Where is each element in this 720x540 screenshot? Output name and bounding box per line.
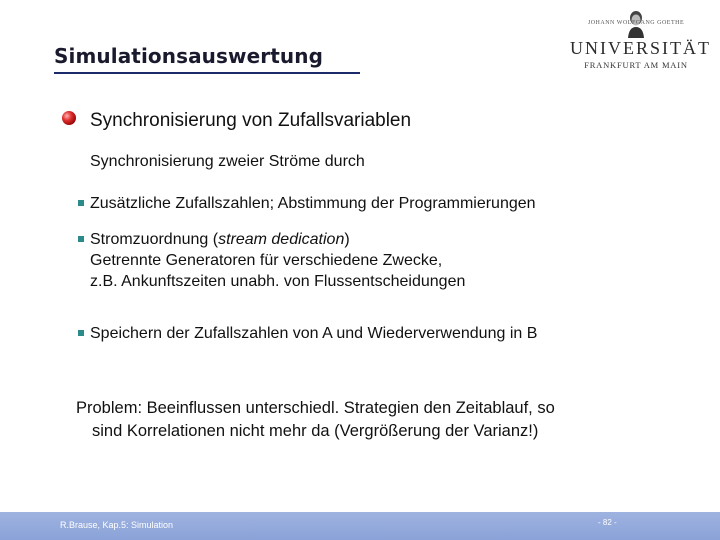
list-item-text: Zusätzliche Zufallszahlen; Abstimmung der Programmierungen [90,195,536,212]
square-bullet-icon [78,200,84,206]
list-item-text: ) [344,231,350,248]
list-item-continuation: Getrennte Generatoren für verschiedene Zwecke, [90,252,443,269]
square-bullet-icon [78,330,84,336]
problem-statement [76,397,555,443]
list-item-text: Speichern der Zufallszahlen von A und Wiederverwendung in B [90,325,538,342]
square-bullet-icon [78,236,84,242]
list-item [78,193,536,214]
title-underline [54,72,360,74]
red-ball-bullet-icon [62,111,76,125]
list-item-emphasis: stream dedication [218,231,345,248]
list-item [78,323,537,344]
list-item [78,229,465,292]
footer-source: R.Brause, Kap.5: Simulation [60,520,174,530]
page-number: - 82 - [598,518,617,527]
logo-subtitle: JOHANN WOLFGANG GOETHE [587,20,685,26]
logo-university: UNIVERSITÄT [570,38,711,58]
problem-line: Problem: Beeinflussen unterschiedl. Strategien den Zeitablauf, so [76,399,555,417]
list-item-continuation: z.B. Ankunftszeiten unabh. von Flussentscheidungen [90,273,466,290]
problem-line: sind Korrelationen nicht mehr da (Vergrößerung der Varianz!) [92,422,539,440]
section-heading: Synchronisierung von Zufallsvariablen [90,110,412,131]
logo-city: FRANKFURT AM MAIN [584,60,688,70]
list-item-text: Stromzuordnung ( [90,231,219,248]
footer-bar [0,512,720,540]
intro-text: Synchronisierung zweier Ströme durch [90,153,365,170]
slide-title: Simulationsauswertung [54,44,323,68]
university-logo [570,10,711,70]
